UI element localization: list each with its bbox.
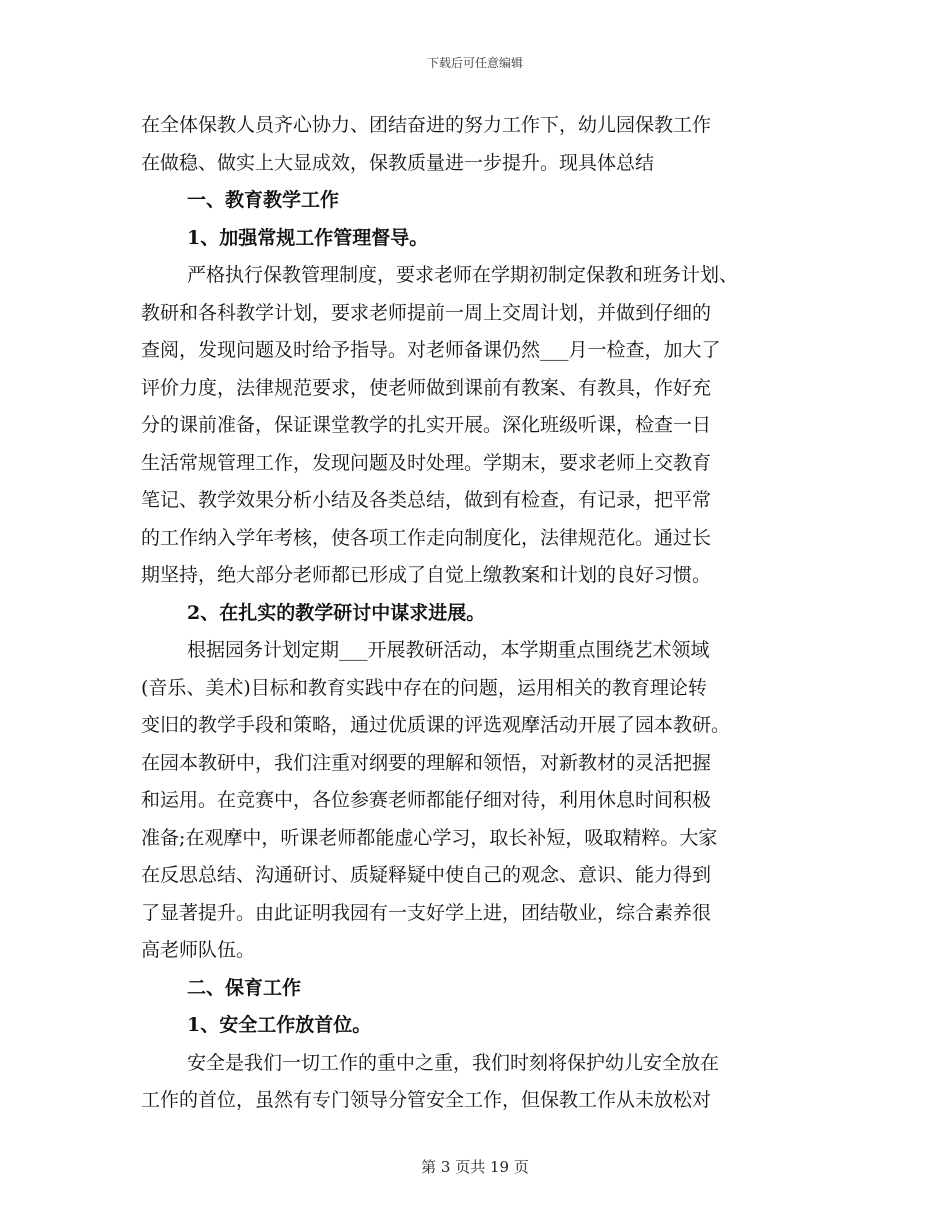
text-line: 安全是我们一切工作的重中之重，我们时刻将保护幼儿安全放在 (187, 1051, 720, 1074)
text-line: 评价力度，法律规范要求，使老师做到课前有教案、有教具，作好充 (141, 376, 712, 399)
text-line: 严格执行保教管理制度，要求老师在学期初制定保教和班务计划、 (187, 264, 739, 286)
text-line: 教研和各科教学计划，要求老师提前一周上交周计划，并做到仔细的 (141, 301, 712, 324)
text-line: 和运用。在竞赛中，各位参赛老师都能仔细对待，利用休息时间积极 (141, 789, 712, 811)
text-line: 期坚持，绝大部分老师都已形成了自觉上缴教案和计划的良好习惯。 (141, 564, 712, 586)
text-line: 了显著提升。由此证明我园有一支好学上进，团结敬业，综合素养很 (141, 901, 712, 924)
text-line: (音乐、美术)目标和教育实践中存在的问题，运用相关的教育理论转 (141, 676, 707, 699)
section-heading: 一、教育教学工作 (187, 189, 340, 211)
text-line: 查阅，发现问题及时给予指导。对老师备课仍然___月一检查，加大了 (141, 339, 721, 361)
text-line: 变旧的教学手段和策略，通过优质课的评选观摩活动开展了园本教研。 (141, 714, 731, 736)
document-body (141, 107, 809, 1120)
section-heading: 1、加强常规工作管理督导。 (187, 226, 429, 249)
text-line: 工作的首位，虽然有专门领导分管安全工作，但保教工作从未放松对 (141, 1089, 712, 1111)
section-heading: 二、保育工作 (187, 976, 302, 999)
text-line: 的工作纳入学年考核，使各项工作走向制度化，法律规范化。通过长 (141, 526, 712, 549)
section-heading: 1、安全工作放首位。 (187, 1014, 372, 1036)
text-line: 在园本教研中，我们注重对纲要的理解和领悟，对新教材的灵活把握 (141, 751, 712, 774)
page-header: 下载后可任意编辑 (426, 56, 523, 70)
text-line: 在反思总结、沟通研讨、质疑释疑中使自己的观念、意识、能力得到 (141, 864, 712, 886)
text-line: 根据园务计划定期___开展教研活动，本学期重点围绕艺术领域 (187, 639, 710, 661)
text-line: 生活常规管理工作，发现问题及时处理。学期末，要求老师上交教育 (141, 451, 712, 474)
page-footer: 第 3 页共 19 页 (421, 1158, 529, 1176)
text-line: 笔记、教学效果分析小结及各类总结，做到有检查，有记录，把平常 (141, 489, 712, 511)
text-line: 分的课前准备，保证课堂教学的扎实开展。深化班级听课，检查一日 (141, 414, 712, 436)
section-heading: 2、在扎实的教学研讨中谋求进展。 (187, 601, 486, 624)
text-line: 在做稳、做实上大显成效，保教质量进一步提升。现具体总结 (141, 151, 655, 174)
text-line: 高老师队伍。 (141, 939, 256, 961)
text-line: 准备;在观摩中，听课老师都能虚心学习，取长补短，吸取精粹。大家 (141, 826, 718, 849)
text-line: 在全体保教人员齐心协力、团结奋进的努力工作下，幼儿园保教工作 (141, 114, 712, 136)
